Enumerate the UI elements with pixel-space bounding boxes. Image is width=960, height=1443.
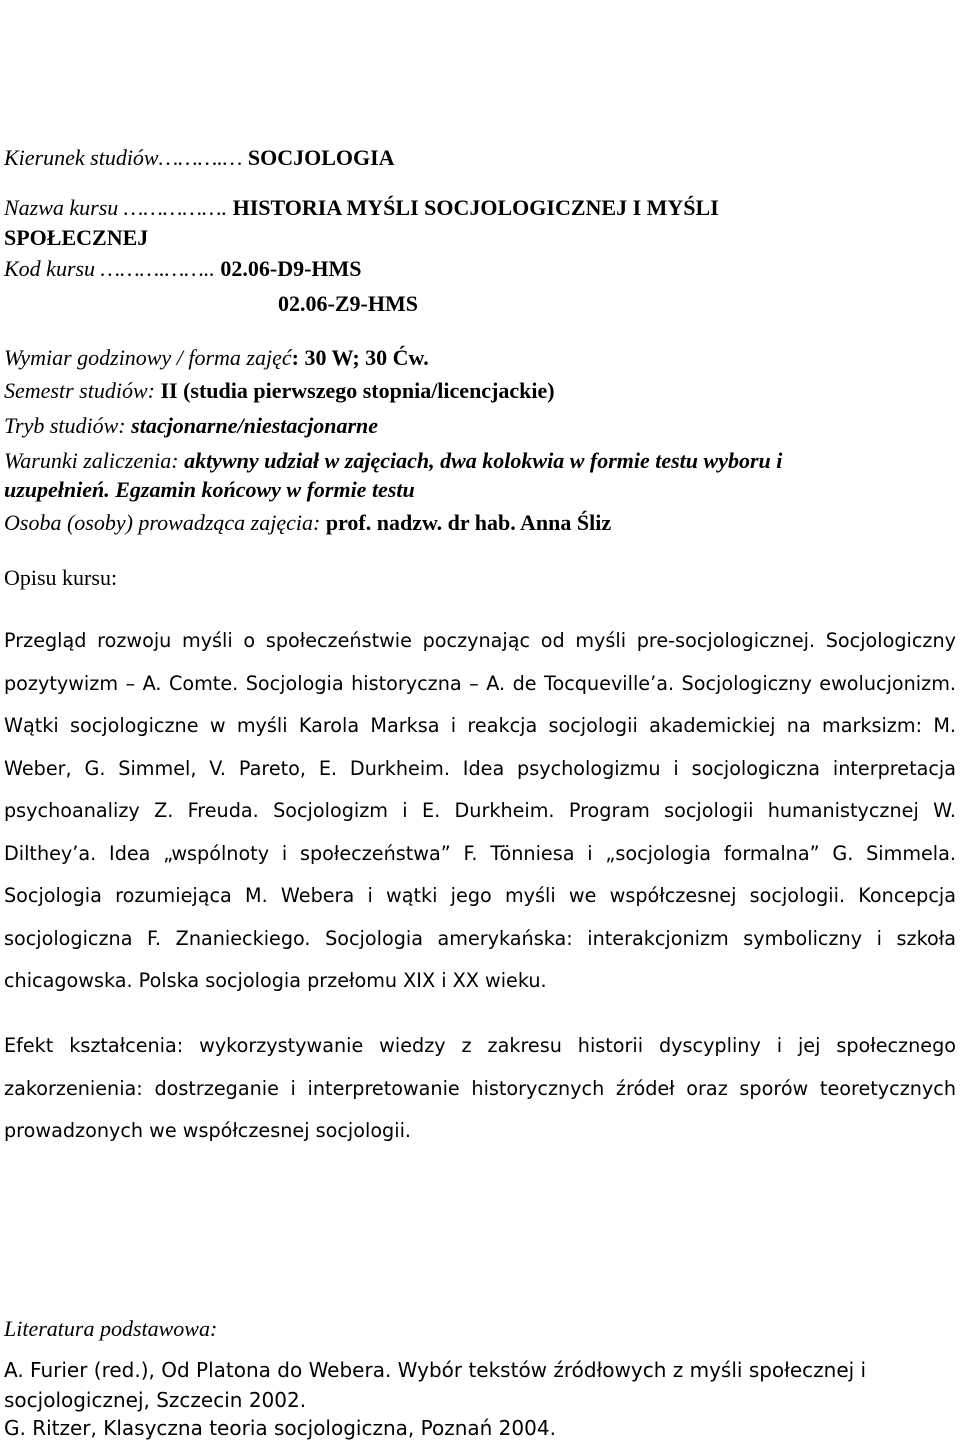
wymiar-row (4, 345, 429, 371)
kod-value-2: 02.06-Z9-HMS (278, 291, 418, 316)
nazwa-label: Nazwa kursu ……………. (4, 195, 228, 220)
kierunek-row (4, 145, 395, 171)
semestr-value: II (studia pierwszego stopnia/licencjackie) (160, 378, 555, 403)
opis-label: Opisu kursu: (4, 565, 118, 590)
osoba-value: prof. nadzw. dr hab. Anna Śliz (325, 510, 612, 535)
nazwa-row (4, 195, 719, 221)
semestr-label: Semestr studiów: (4, 378, 155, 403)
literatura-label: Literatura podstawowa: (4, 1316, 218, 1341)
document-page (4, 0, 956, 1440)
kod-row (4, 256, 362, 282)
course-description: Przegląd rozwoju myśli o społeczeństwie poczynając od myśli pre-socjologicznej. Socjologiczny pozytywizm – A. Comte. Socjologia historyczna – A. de Tocqueville’a. Socjologiczny ewolucjonizm. Wątki socjologiczne w myśli Karola Marksa i reakcja socjologii akademickiej na marksizm: M. Weber, G. Simmel, V. Pareto, E. Durkheim. Idea psychologizmu i socjologiczna interpretacja psychoanalizy Z. Freuda. Socjologizm i E. Durkheim. Program socjologii humanistycznej W. Dilthey’a. Idea „wspólnoty i społeczeństwa” F. Tönniesa i „socjologia formalna” G. Simmela. Socjologia rozumiejąca M. Webera i wątki jego myśli we współczesnej socjologii. Koncepcja socjologiczna F. Znanieckiego. Socjologia amerykańska: interakcjonizm symboliczny i szkoła chicagowska. Polska socjologia przełomu XIX i XX wieku. (4, 629, 956, 992)
literature-item: A. Furier (red.), Od Platona do Webera. Wybór tekstów źródłowych z myśli społecznej i socjologicznej, Szczecin 2002. (4, 1358, 867, 1412)
wymiar-value: : 30 W; 30 Ćw. (291, 345, 429, 370)
kod-label: Kod kursu ……….…….. (4, 256, 215, 281)
kierunek-label: Kierunek studiów……….… (4, 145, 243, 170)
nazwa-value: HISTORIA MYŚLI SOCJOLOGICZNEJ I MYŚLI (232, 195, 719, 220)
warunki-row (4, 448, 782, 474)
osoba-label: Osoba (osoby) prowadząca zajęcia: (4, 510, 321, 535)
wymiar-label: Wymiar godzinowy / forma zajęć (4, 345, 292, 370)
nazwa-value-cont: SPOŁECZNEJ (4, 225, 149, 250)
warunki-value: aktywny udział w zajęciach, dwa kolokwia w formie testu wyboru i (184, 448, 783, 473)
tryb-value: stacjonarne/niestacjonarne (131, 413, 379, 438)
tryb-label: Tryb studiów: (4, 413, 126, 438)
tryb-row (4, 413, 378, 439)
kod-value-1: 02.06-D9-HMS (220, 256, 362, 281)
literature-item: G. Ritzer, Klasyczna teoria socjologiczna, Poznań 2004. (4, 1416, 556, 1440)
osoba-row (4, 510, 611, 536)
semestr-row (4, 378, 555, 404)
kierunek-value: SOCJOLOGIA (247, 145, 395, 170)
warunki-label: Warunki zaliczenia: (4, 448, 179, 473)
learning-outcome: Efekt kształcenia: wykorzystywanie wiedzy z zakresu historii dyscypliny i jej społecznego zakorzenienia: dostrzeganie i interpretowanie historycznych źródeł oraz sporów teoretycznych prowadzonych we współczesnej socjologii. (4, 1034, 956, 1142)
warunki-value-cont: uzupełnień. Egzamin końcowy w formie testu (4, 477, 415, 502)
